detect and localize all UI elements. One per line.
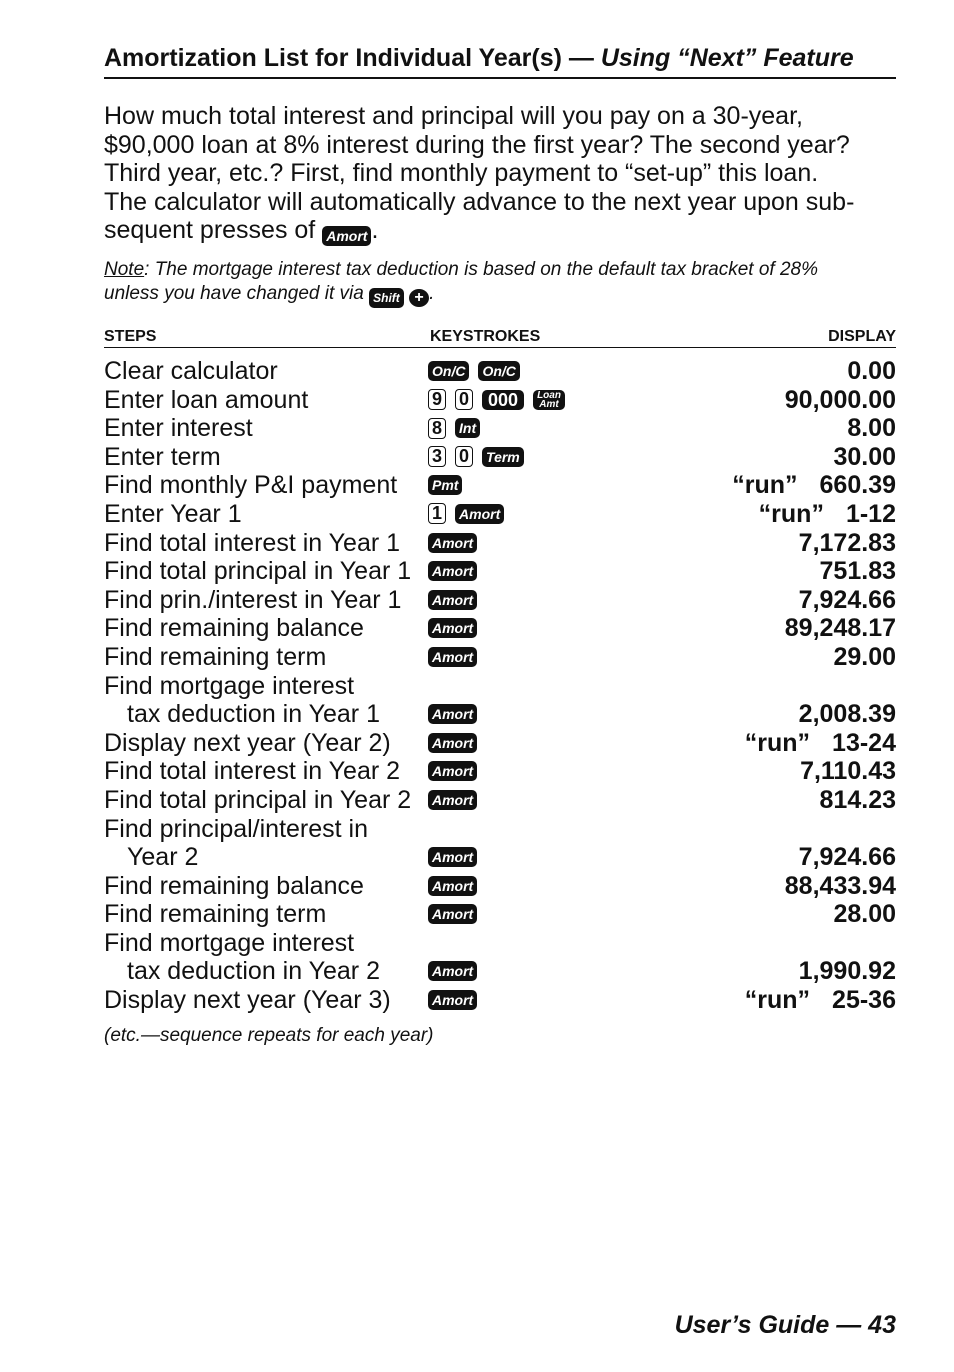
amort-key-icon: Amort xyxy=(428,590,477,610)
note-text: : The mortgage interest tax deduction is based on the default tax bracket of 28% xyxy=(144,259,818,280)
table-row xyxy=(104,414,896,443)
tax-note xyxy=(104,258,896,308)
display-value xyxy=(745,986,896,1015)
shift-key-icon: Shift xyxy=(369,288,404,308)
display-number: 7,110.43 xyxy=(800,757,896,786)
step-label: Find principal/interest in xyxy=(104,814,369,843)
display-value xyxy=(833,900,896,929)
table-row xyxy=(104,386,896,415)
keystrokes xyxy=(428,617,477,639)
display-number: 13-24 xyxy=(832,728,896,757)
step-label: Find total principal in Year 1 xyxy=(104,557,412,586)
run-indicator: “run” xyxy=(744,728,811,757)
keystrokes xyxy=(428,560,477,582)
note-line-2 xyxy=(104,282,896,308)
keystrokes xyxy=(428,417,480,439)
intro-line: The calculator will automatically advance to the next year upon sub- xyxy=(104,187,855,216)
keystrokes xyxy=(428,503,504,525)
display-value xyxy=(847,357,896,386)
display-number: 29.00 xyxy=(833,642,896,671)
note-line-1 xyxy=(104,258,896,282)
run-indicator: “run” xyxy=(744,986,811,1015)
keystrokes xyxy=(428,446,524,468)
amort-key-icon: Amort xyxy=(428,790,477,810)
step-label: Find total interest in Year 1 xyxy=(104,528,401,557)
display-value xyxy=(799,700,896,729)
display-value xyxy=(785,386,896,415)
step-label: Display next year (Year 3) xyxy=(104,986,391,1015)
step-label: Find total principal in Year 2 xyxy=(104,785,412,814)
table-row xyxy=(104,700,896,729)
table-row xyxy=(104,529,896,558)
keystrokes-header: KEYSTROKES xyxy=(430,328,541,345)
step-label: Find mortgage interest xyxy=(104,928,355,957)
keystrokes xyxy=(428,875,477,897)
table-row xyxy=(104,786,896,815)
amort-key-icon: Amort xyxy=(428,647,477,667)
keystrokes xyxy=(428,360,520,382)
intro-line: $90,000 loan at 8% interest during the first year? The second year? xyxy=(104,130,850,159)
keystrokes xyxy=(428,903,477,925)
amort-key-icon: Amort xyxy=(428,904,477,924)
display-number: 7,172.83 xyxy=(798,528,896,557)
display-number: 2,008.39 xyxy=(798,700,896,729)
display-value xyxy=(847,414,896,443)
on-c-key-icon: On/C xyxy=(478,361,519,381)
display-number: 1-12 xyxy=(845,499,896,528)
display-number: 28.00 xyxy=(833,900,896,929)
step-label: Find remaining balance xyxy=(104,614,364,643)
amort-key-icon: Amort xyxy=(428,704,477,724)
amort-key-icon: Amort xyxy=(428,533,477,553)
table-row xyxy=(104,557,896,586)
display-value xyxy=(820,786,896,815)
amort-key-icon: Amort xyxy=(428,847,477,867)
table-row xyxy=(104,757,896,786)
steps-table xyxy=(104,357,896,1015)
step-label: Enter loan amount xyxy=(104,385,309,414)
table-row xyxy=(104,643,896,672)
amort-key-icon: Amort xyxy=(428,733,477,753)
display-number: 25-36 xyxy=(832,986,896,1015)
display-value xyxy=(732,471,896,500)
display-number: 751.83 xyxy=(819,557,896,586)
pmt-key-icon: Pmt xyxy=(428,475,462,495)
amort-key-icon: Amort xyxy=(428,990,477,1010)
1-key-icon: 1 xyxy=(428,503,446,524)
step-label: Find remaining term xyxy=(104,642,327,671)
plus-key-icon: + xyxy=(409,289,429,307)
display-value xyxy=(745,729,896,758)
title-italic: Using “Next” Feature xyxy=(600,44,854,72)
intro-last-suffix: . xyxy=(371,216,379,245)
display-header: DISPLAY xyxy=(828,328,896,345)
keystrokes xyxy=(428,760,477,782)
display-value xyxy=(799,843,896,872)
amort-key-icon: Amort xyxy=(428,561,477,581)
table-row xyxy=(104,586,896,615)
table-row xyxy=(104,986,896,1015)
display-number: 7,924.66 xyxy=(798,585,896,614)
keystrokes xyxy=(428,789,477,811)
keystrokes xyxy=(428,474,462,496)
table-row xyxy=(104,614,896,643)
table-row xyxy=(104,957,896,986)
table-row xyxy=(104,843,896,872)
display-number: 660.39 xyxy=(819,471,896,500)
table-row xyxy=(104,729,896,758)
note-text-2: unless you have changed it via xyxy=(104,283,370,304)
run-indicator: “run” xyxy=(758,499,824,528)
display-value xyxy=(799,529,896,558)
table-row xyxy=(104,872,896,901)
table-row xyxy=(104,471,896,500)
intro-line: How much total interest and principal will you pay on a 30-year, xyxy=(104,102,803,130)
keystrokes xyxy=(428,532,477,554)
display-number: 1,990.92 xyxy=(798,957,896,986)
display-number: 89,248.17 xyxy=(784,614,896,643)
step-label: Find mortgage interest xyxy=(104,671,355,700)
amort-key-icon: Amort xyxy=(428,961,477,981)
amort-key-icon: Amort xyxy=(428,618,477,638)
int-key-icon: Int xyxy=(455,418,480,438)
display-value xyxy=(800,757,896,786)
step-label: Find remaining term xyxy=(104,900,327,929)
display-number: 0.00 xyxy=(847,357,896,385)
amort-key-icon: Amort xyxy=(322,226,371,246)
step-label: Enter interest xyxy=(104,414,253,443)
step-label: Display next year (Year 2) xyxy=(104,728,391,757)
on-c-key-icon: On/C xyxy=(428,361,469,381)
steps-header: STEPS xyxy=(104,328,157,345)
step-label: Enter Year 1 xyxy=(104,499,242,528)
step-label: Find prin./interest in Year 1 xyxy=(104,585,402,614)
3-key-icon: 3 xyxy=(428,446,446,467)
amort-key-icon: Amort xyxy=(428,876,477,896)
step-label: Year 2 xyxy=(127,843,199,872)
note-label: Note xyxy=(104,259,145,280)
table-header xyxy=(104,327,896,348)
keystrokes xyxy=(428,703,477,725)
display-number: 814.23 xyxy=(819,785,896,814)
intro-paragraph xyxy=(104,102,896,246)
display-number: 90,000.00 xyxy=(784,385,896,414)
loan-amt-key-icon: Loan Amt xyxy=(533,390,565,410)
display-value xyxy=(799,957,896,986)
page-title xyxy=(104,44,896,79)
table-row xyxy=(104,500,896,529)
display-value xyxy=(820,557,896,586)
table-row xyxy=(104,929,896,958)
table-row xyxy=(104,672,896,701)
keystrokes xyxy=(428,989,477,1011)
table-row xyxy=(104,357,896,386)
display-number: 7,924.66 xyxy=(798,843,896,872)
table-row xyxy=(104,443,896,472)
table-row xyxy=(104,900,896,929)
display-value xyxy=(799,586,896,615)
display-number: 88,433.94 xyxy=(784,871,896,900)
display-value xyxy=(785,872,896,901)
step-label: Find remaining balance xyxy=(104,871,364,900)
000-key-icon: 000 xyxy=(482,390,524,410)
step-label: Enter term xyxy=(104,442,221,471)
intro-last-text: sequent presses of xyxy=(104,216,323,245)
keystrokes xyxy=(428,960,477,982)
run-indicator: “run” xyxy=(732,471,798,500)
step-label: Find monthly P&I payment xyxy=(104,471,398,500)
intro-line xyxy=(104,216,896,246)
title-main: Amortization List for Individual Year(s) — xyxy=(104,44,601,72)
display-number: 8.00 xyxy=(847,414,896,443)
0-key-icon: 0 xyxy=(455,389,473,410)
display-value xyxy=(833,443,896,472)
9-key-icon: 9 xyxy=(428,389,446,410)
keystrokes xyxy=(428,846,477,868)
display-value xyxy=(759,500,896,529)
step-label: tax deduction in Year 2 xyxy=(127,957,380,986)
display-value xyxy=(785,614,896,643)
step-label: Clear calculator xyxy=(104,357,278,385)
term-key-icon: Term xyxy=(482,447,524,467)
table-row xyxy=(104,815,896,844)
display-value xyxy=(833,643,896,672)
keystrokes xyxy=(428,732,477,754)
amort-key-icon: Amort xyxy=(428,761,477,781)
keystrokes xyxy=(428,589,477,611)
step-label: tax deduction in Year 1 xyxy=(127,700,380,729)
repeat-note: (etc.—sequence repeats for each year) xyxy=(104,1025,434,1046)
keystrokes xyxy=(428,646,477,668)
keystrokes xyxy=(428,389,565,411)
page-footer: User’s Guide — 43 xyxy=(674,1311,896,1339)
intro-line: Third year, etc.? First, find monthly payment to “set-up” this loan. xyxy=(104,159,819,188)
display-number: 30.00 xyxy=(833,442,896,471)
8-key-icon: 8 xyxy=(428,418,446,439)
0-key-icon: 0 xyxy=(455,446,473,467)
step-label: Find total interest in Year 2 xyxy=(104,757,401,786)
note-end: . xyxy=(429,283,435,304)
amort-key-icon: Amort xyxy=(455,504,504,524)
